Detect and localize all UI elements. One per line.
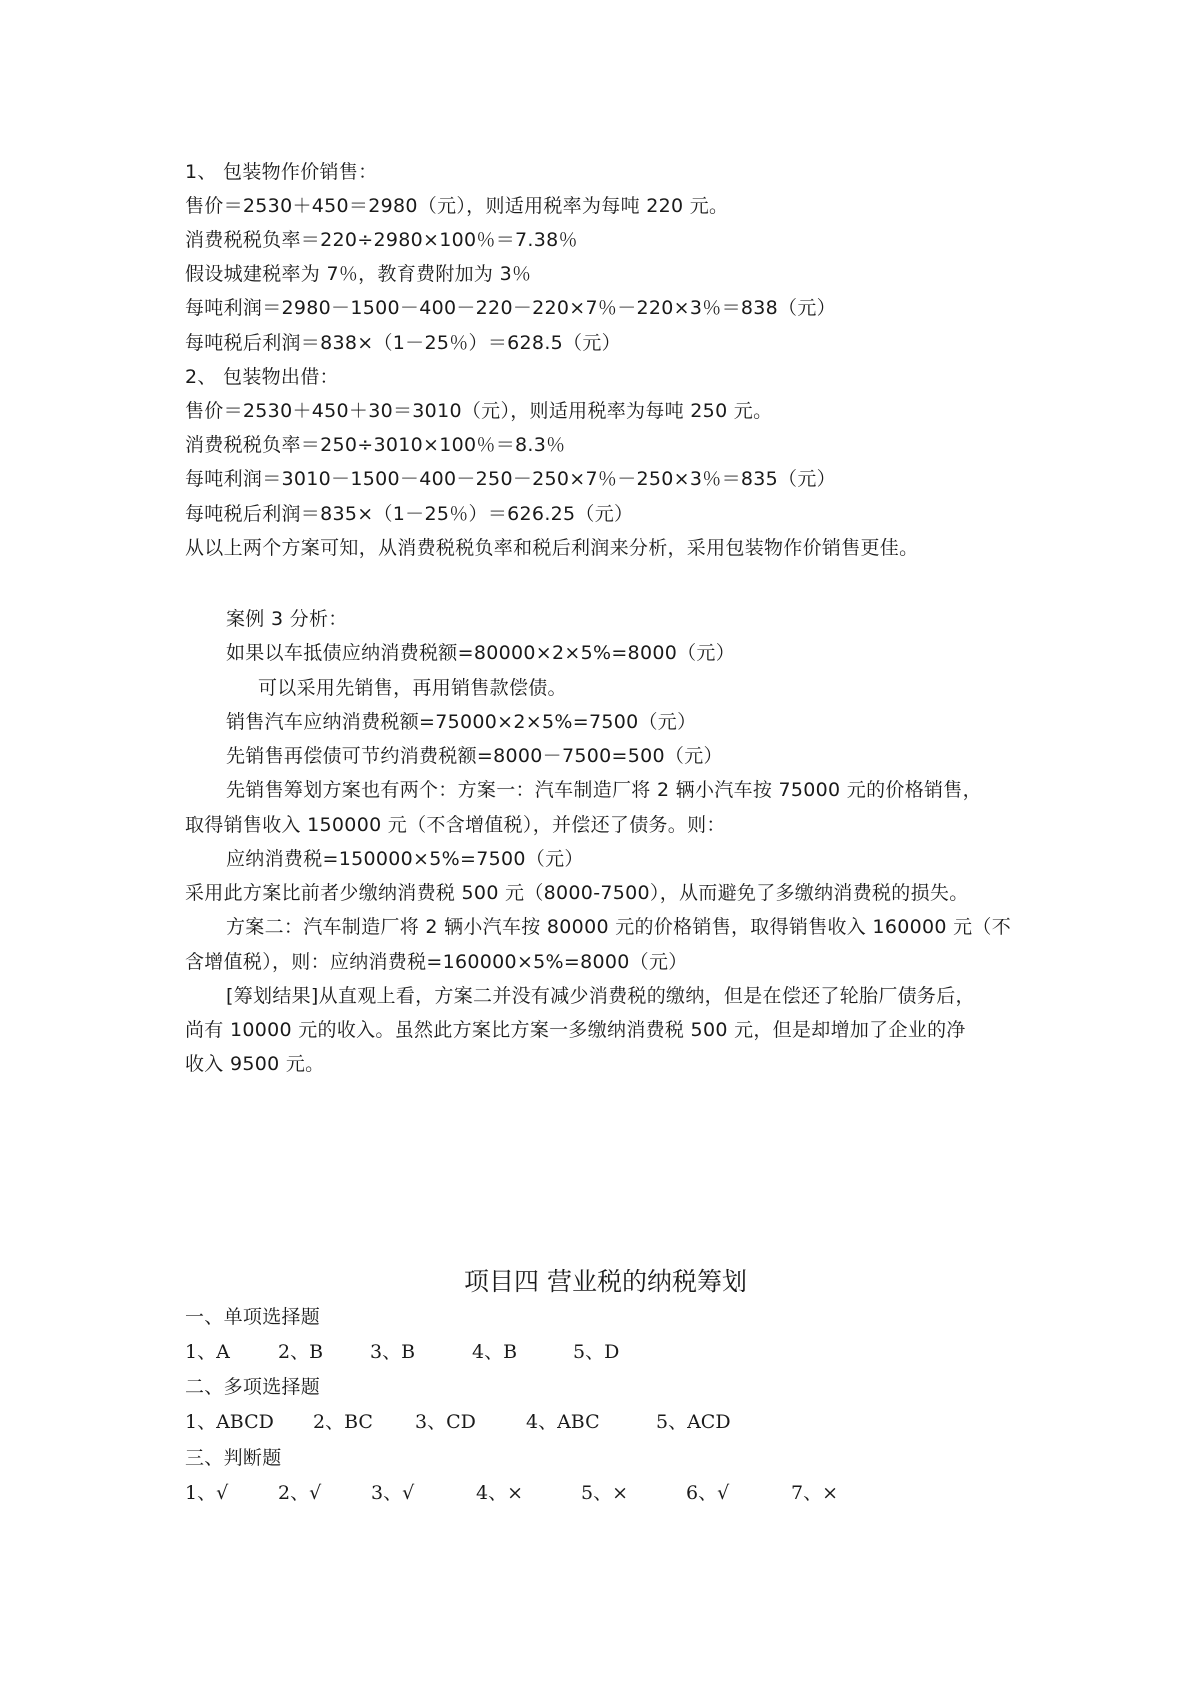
- answer-item: 5、×: [581, 1482, 629, 1504]
- text-line: 先销售再偿债可节约消费税额=8000－7500=500（元）: [226, 745, 723, 767]
- answer-item: 3、√: [371, 1482, 415, 1504]
- text-line: 每吨利润＝3010－1500－400－250－250×7％－250×3％＝835（元）: [185, 468, 836, 490]
- answer-item: 3、CD: [415, 1411, 476, 1433]
- answer-item: 3、B: [370, 1341, 416, 1363]
- answer-item: 4、×: [476, 1482, 524, 1504]
- true-false-answers: [0, 1480, 1191, 1506]
- answer-item: 5、ACD: [656, 1411, 731, 1433]
- text-line: 销售汽车应纳消费税额=75000×2×5%=7500（元）: [226, 711, 697, 733]
- text-line: 含增值税），则：应纳消费税=160000×5%=8000（元）: [185, 951, 688, 973]
- text-line: 如果以车抵债应纳消费税额=80000×2×5%=8000（元）: [226, 642, 736, 664]
- text-line: 消费税税负率＝220÷2980×100％＝7.38％: [185, 229, 578, 251]
- text-line: 售价＝2530＋450＝2980（元），则适用税率为每吨 220 元。: [185, 195, 729, 217]
- text-line: 售价＝2530＋450＋30＝3010（元），则适用税率为每吨 250 元。: [185, 400, 773, 422]
- answer-item: 1、√: [185, 1482, 229, 1504]
- packaging-lend-heading: 2、 包装物出借：: [185, 366, 339, 388]
- answer-item: 2、B: [278, 1341, 324, 1363]
- text-line: 采用此方案比前者少缴纳消费税 500 元（8000-7500），从而避免了多缴纳消费税的损失。: [185, 882, 969, 904]
- answer-item: 1、A: [185, 1341, 230, 1363]
- text-line: 取得销售收入 150000 元（不含增值税），并偿还了债务。则：: [185, 814, 726, 836]
- text-line: 每吨税后利润＝835×（1－25％）＝626.25（元）: [185, 503, 634, 525]
- answer-item: 7、×: [791, 1482, 839, 1504]
- case3-heading: 案例 3 分析：: [226, 608, 348, 630]
- single-choice-answers: [0, 1339, 1191, 1365]
- text-line: 尚有 10000 元的收入。虽然此方案比方案一多缴纳消费税 500 元，但是却增加了企业的净: [185, 1019, 966, 1041]
- text-line: 假设城建税率为 7％，教育费附加为 3％: [185, 263, 532, 285]
- conclusion-line: 从以上两个方案可知，从消费税税负率和税后利润来分析，采用包装物作价销售更佳。: [185, 537, 919, 559]
- text-line: 先销售筹划方案也有两个：方案一：汽车制造厂将 2 辆小汽车按 75000 元的价格销售，: [226, 779, 982, 801]
- text-line: 可以采用先销售，再用销售款偿债。: [258, 677, 567, 699]
- project4-title: 项目四 营业税的纳税筹划: [464, 1267, 747, 1296]
- answer-item: 5、D: [573, 1341, 620, 1363]
- answer-item: 4、B: [472, 1341, 518, 1363]
- text-line: 应纳消费税=150000×5%=7500（元）: [226, 848, 584, 870]
- multi-choice-heading: 二、多项选择题: [185, 1376, 321, 1398]
- answer-item: 6、√: [686, 1482, 730, 1504]
- text-line: 收入 9500 元。: [185, 1053, 325, 1075]
- answer-item: 1、ABCD: [185, 1411, 274, 1433]
- single-choice-heading: 一、单项选择题: [185, 1306, 321, 1328]
- text-line: 方案二：汽车制造厂将 2 辆小汽车按 80000 元的价格销售，取得销售收入 160000 元（不: [226, 916, 1011, 938]
- text-line: 每吨利润＝2980－1500－400－220－220×7％－220×3％＝838（元）: [185, 297, 836, 319]
- answer-item: 4、ABC: [526, 1411, 600, 1433]
- true-false-heading: 三、判断题: [185, 1447, 282, 1469]
- packaging-sale-heading: 1、 包装物作价销售：: [185, 161, 378, 183]
- answer-item: 2、BC: [313, 1411, 373, 1433]
- text-line: 每吨税后利润＝838×（1－25％）＝628.5（元）: [185, 332, 621, 354]
- answer-item: 2、√: [278, 1482, 322, 1504]
- multi-choice-answers: [0, 1409, 1191, 1435]
- text-line: 消费税税负率＝250÷3010×100％＝8.3％: [185, 434, 566, 456]
- text-line: [筹划结果]从直观上看，方案二并没有减少消费税的缴纳，但是在偿还了轮胎厂债务后，: [226, 985, 975, 1007]
